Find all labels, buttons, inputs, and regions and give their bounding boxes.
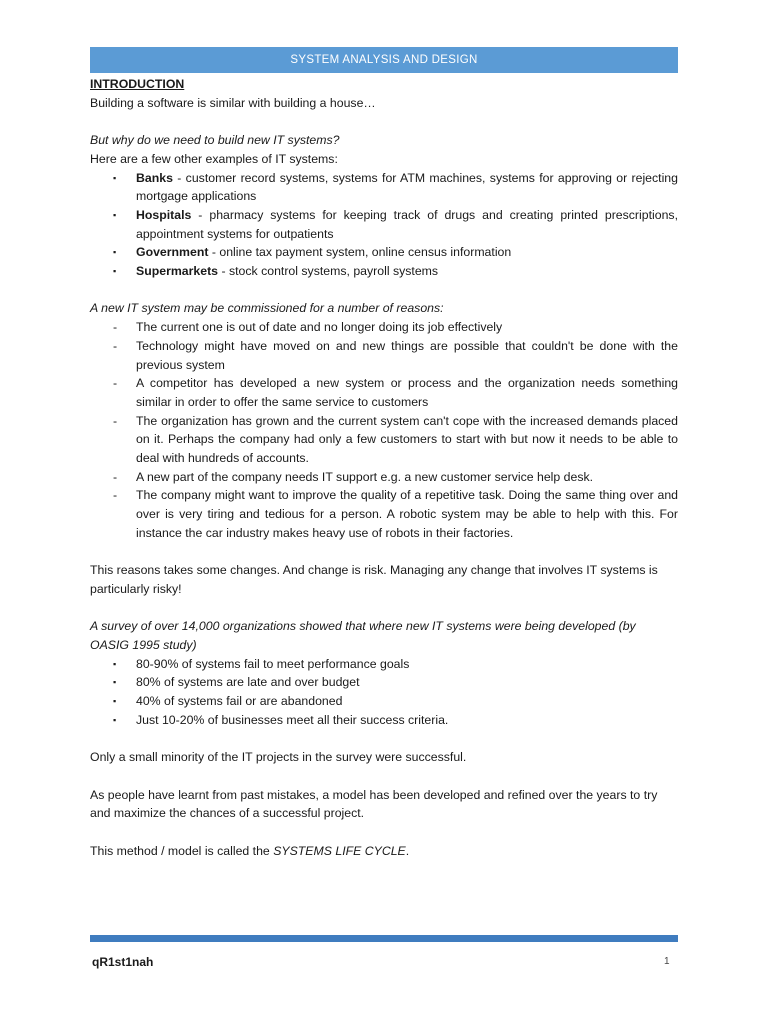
list-item: - The organization has grown and the current system can't cope with the increased demands placed on it. Perhaps the company had only a few customers to start with but now it needs to be able to deal with hundreds of accounts. [113, 413, 678, 466]
document-body [90, 75, 678, 860]
survey-list [90, 655, 678, 730]
list-item: ▪ 40% of systems fail or are abandoned [90, 692, 678, 711]
list-item: - The company might want to improve the quality of a repetitive task. Doing the same thing over and over is very tiring and tedious for a person. A robotic system may be able to help with this. For instance the car industry makes heavy use of robots in their factories. [113, 488, 678, 540]
examples-list [90, 169, 678, 281]
list-item: - A competitor has developed a new system or process and the organization needs something similar in order to offer the same service to customers [113, 376, 678, 409]
list-item: ▪ Hospitals - pharmacy systems for keeping track of drugs and creating printed prescriptions, appointment systems for outpatients [113, 207, 678, 241]
list-item: ▪ 80-90% of systems fail to meet performance goals [90, 655, 678, 674]
bullet-icon: ▪ [113, 266, 117, 277]
list-item: ▪ Supermarkets - stock control systems, payroll systems [90, 262, 678, 281]
life-cycle-term: SYSTEMS LIFE CYCLE [273, 843, 406, 858]
bullet-icon: ▪ [113, 172, 117, 183]
intro-line: Building a software is similar with building a house… [90, 95, 376, 110]
document-header-bar [90, 47, 678, 73]
model-paragraph: As people have learnt from past mistakes, a model has been developed and refined over the years to try and maximize the chances of a successful project. [90, 787, 658, 821]
list-item: ▪ Government - online tax payment system, online census information [90, 243, 678, 262]
dash-marker: - [113, 376, 118, 391]
bullet-icon: ▪ [113, 247, 117, 258]
bullet-icon: ▪ [113, 209, 117, 220]
survey-lead: A survey of over 14,000 organizations showed that where new IT systems were being developed (by OASIG 1995 study) [90, 619, 636, 653]
reasons-lead: A new IT system may be commissioned for a number of reasons: [90, 301, 444, 316]
footer-author: qR1st1nah [92, 955, 154, 969]
reasons-list [90, 318, 678, 542]
page-number: 1 [664, 956, 670, 967]
list-item: - A new part of the company needs IT support e.g. a new customer service help desk. [90, 468, 678, 487]
list-item: ▪ 80% of systems are late and over budget [90, 673, 678, 692]
list-item: ▪ Banks - customer record systems, systems for ATM machines, systems for approving or rejecting mortgage applications [113, 170, 678, 204]
list-item: - Technology might have moved on and new things are possible that couldn't be done with the previous system [113, 338, 678, 372]
bullet-icon: ▪ [113, 677, 117, 688]
dash-marker: - [113, 338, 118, 353]
document-title: SYSTEM ANALYSIS AND DESIGN [290, 54, 478, 66]
dash-marker: - [113, 469, 118, 484]
bullet-icon: ▪ [113, 658, 117, 669]
method-paragraph: This method / model is called the SYSTEMS LIFE CYCLE. [90, 843, 410, 858]
list-item: ▪ Just 10-20% of businesses meet all their success criteria. [90, 711, 678, 730]
list-item: - The current one is out of date and no longer doing its job effectively [90, 318, 678, 337]
intro-question: But why do we need to build new IT systems? [90, 133, 340, 148]
minority-paragraph: Only a small minority of the IT projects in the survey were successful. [90, 750, 467, 765]
risk-paragraph: This reasons takes some changes. And change is risk. Managing any change that involves IT systems is particularly risky! [90, 563, 658, 596]
dash-marker: - [113, 413, 118, 428]
section-heading: INTRODUCTION [90, 77, 185, 91]
bullet-icon: ▪ [113, 714, 117, 725]
footer-rule [90, 935, 678, 942]
dash-marker: - [113, 320, 118, 335]
bullet-icon: ▪ [113, 696, 117, 707]
examples-lead: Here are a few other examples of IT systems: [90, 151, 338, 166]
dash-marker: - [113, 488, 118, 503]
